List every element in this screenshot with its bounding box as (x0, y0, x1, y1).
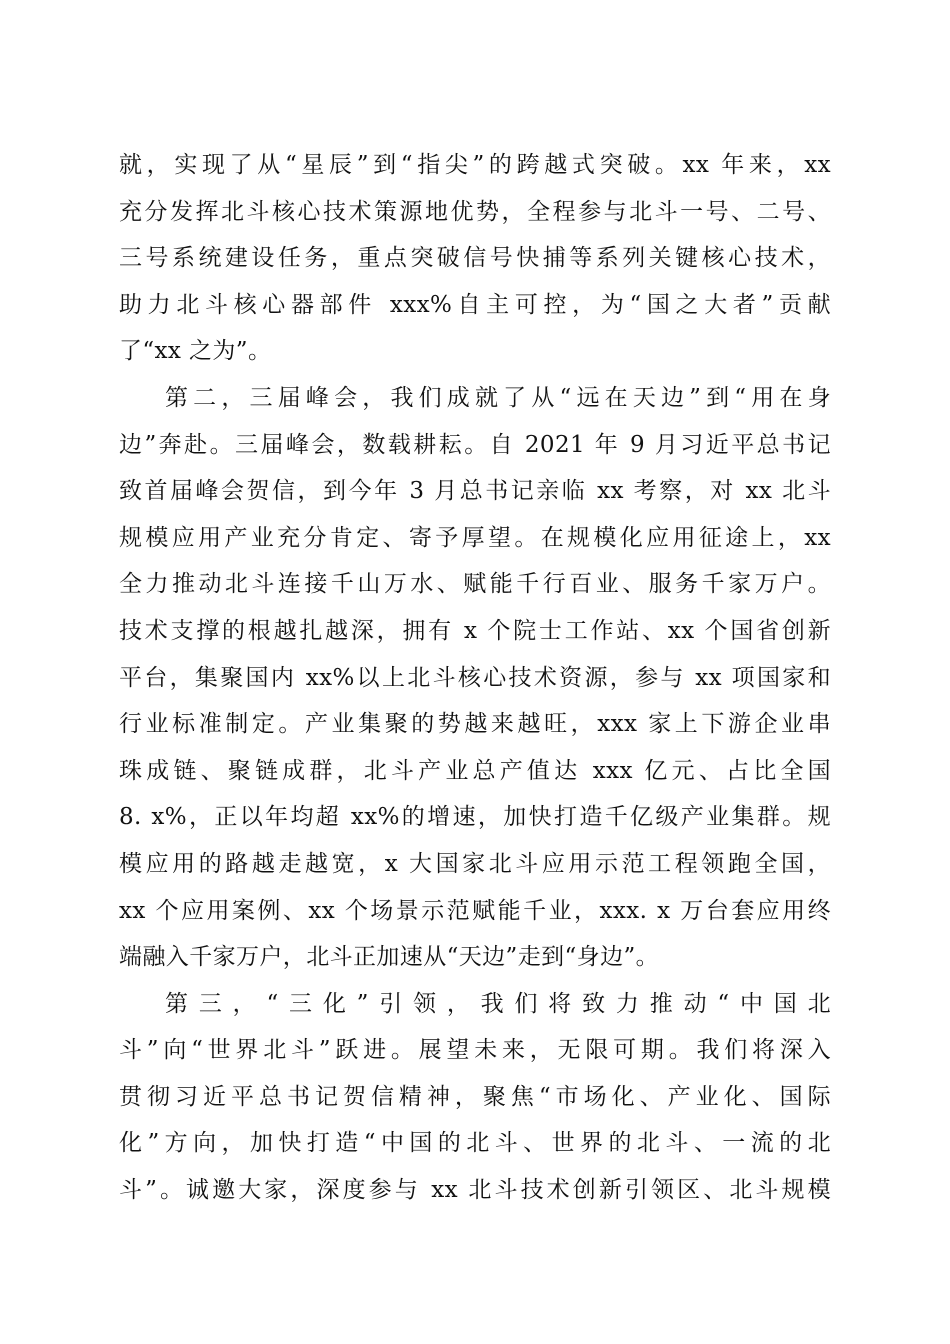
text-line: 充分发挥北斗核心技术策源地优势，全程参与北斗一号、二号、 (119, 198, 831, 225)
text-line: 斗”向“世界北斗”跃进。展望未来，无限可期。我们将深入 (119, 1037, 831, 1064)
text-line: 全力推动北斗连接千山万水、赋能千行百业、服务千家万户。 (119, 571, 831, 598)
text-line: 助力北斗核心器部件 xxx%自主可控，为“国之大者”贡献 (119, 291, 831, 318)
text-line: 贯彻习近平总书记贺信精神，聚焦“市场化、产业化、国际 (119, 1083, 831, 1110)
text-line: 了“xx 之为”。 (119, 338, 272, 365)
text-line-first: 第二，三届峰会，我们成就了从“远在天边”到“用在身 (165, 384, 831, 411)
document-body (119, 142, 831, 1214)
text-line: 边”奔赴。三届峰会，数载耕耘。自 2021 年 9 月习近平总书记 (119, 431, 831, 458)
paragraph-1 (119, 142, 831, 375)
text-line: 端融入千家万户，北斗正加速从“天边”走到“身边”。 (119, 944, 660, 971)
paragraph-2 (119, 375, 831, 981)
text-line: 斗”。诚邀大家，深度参与 xx 北斗技术创新引领区、北斗规模 (119, 1177, 831, 1204)
text-line: 三号系统建设任务，重点突破信号快捕等系列关键核心技术， (119, 245, 831, 272)
paragraph-3 (119, 981, 831, 1214)
text-line: 模应用的路越走越宽，x 大国家北斗应用示范工程领跑全国， (119, 850, 831, 877)
text-line: xx 个应用案例、xx 个场景示范赋能千业，xxx. x 万台套应用终 (119, 897, 831, 924)
text-line: 就，实现了从“星辰”到“指尖”的跨越式突破。xx 年来，xx (119, 152, 831, 178)
text-line: 行业标准制定。产业集聚的势越来越旺，xxx 家上下游企业串 (119, 711, 831, 738)
text-line: 平台，集聚国内 xx%以上北斗核心技术资源，参与 xx 项国家和 (119, 664, 831, 691)
text-line: 致首届峰会贺信，到今年 3 月总书记亲临 xx 考察，对 xx 北斗 (119, 478, 831, 505)
text-line-first: 第三，“三化”引领，我们将致力推动“中国北 (165, 990, 831, 1017)
text-line: 化”方向，加快打造“中国的北斗、世界的北斗、一流的北 (119, 1130, 831, 1157)
text-line: 8. x%，正以年均超 xx%的增速，加快打造千亿级产业集群。规 (119, 804, 831, 831)
text-line: 珠成链、聚链成群，北斗产业总产值达 xxx 亿元、占比全国 (119, 757, 831, 784)
text-line: 规模应用产业充分肯定、寄予厚望。在规模化应用征途上，xx (119, 524, 831, 551)
text-line: 技术支撑的根越扎越深，拥有 x 个院士工作站、xx 个国省创新 (119, 617, 831, 644)
